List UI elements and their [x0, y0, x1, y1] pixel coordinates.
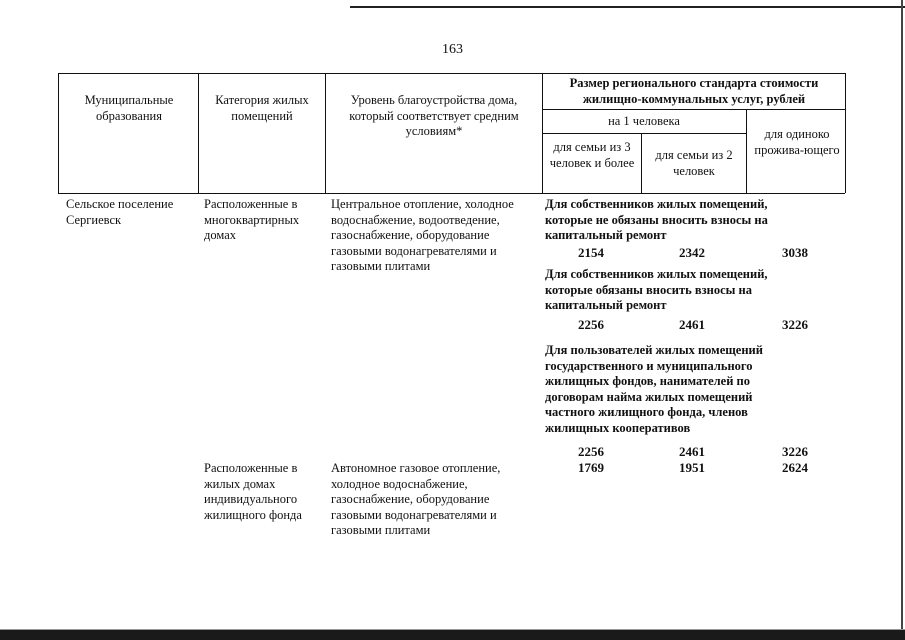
header-per-person: на 1 человека: [608, 114, 680, 128]
row2-category: Расположенные в жилых домах индивидуального жилищного фонда: [204, 461, 302, 522]
col-divider-2: [325, 73, 326, 193]
header-divider-per-person: [542, 133, 746, 134]
row1-group3-value-single: 3226: [782, 444, 808, 459]
row1-group2-value-family3: 2256: [578, 317, 604, 332]
table-right-border: [845, 73, 846, 193]
table-left-border: [58, 73, 59, 193]
col-divider-5: [746, 109, 747, 193]
col-divider-3: [542, 73, 543, 193]
page-number: 163: [442, 42, 463, 57]
row2-value-family3: 1769: [578, 460, 604, 475]
row2-amenity: Автономное газовое отопление, холодное водоснабжение, газоснабжение, оборудование газовыми водонагревателями и газовыми плитами: [331, 461, 501, 537]
top-rule: [350, 6, 905, 8]
row1-group2-value-single: 3226: [782, 317, 808, 332]
row1-group1-value-single: 3038: [782, 245, 808, 260]
row1-group3-value-family3: 2256: [578, 444, 604, 459]
row2-value-family2: 1951: [679, 460, 705, 475]
header-divider-standard: [542, 109, 845, 110]
row1-group1-label: Для собственников жилых помещений, которые не обязаны вносить взносы на капитальный ремонт: [545, 197, 768, 242]
row1-group1-value-family2: 2342: [679, 245, 705, 260]
col-divider-4: [641, 133, 642, 193]
header-amenity: Уровень благоустройства дома, который соответствует средним условиям*: [349, 93, 519, 138]
row2-value-single: 2624: [782, 460, 808, 475]
row1-group3-label: Для пользователей жилых помещений государственного и муниципального жилищных фондов, нанимателей по договорам найма жилых помещений частного жилищного фонда, членов жилищных кооперативов: [545, 343, 763, 435]
row1-group1-value-family3: 2154: [578, 245, 604, 260]
row1-group3-value-family2: 2461: [679, 444, 705, 459]
table-top-border: [58, 73, 845, 74]
row1-amenity: Центральное отопление, холодное водоснабжение, водоотведение, газоснабжение, оборудование газовыми водонагревателями и газовыми плитами: [331, 197, 514, 273]
header-family2: для семьи из 2 человек: [655, 148, 733, 178]
row1-municipality: Сельское поселение Сергиевск: [66, 197, 174, 227]
header-family3: для семьи из 3 человек и более: [549, 140, 635, 170]
table-header-bottom-border: [58, 193, 845, 194]
row1-category: Расположенные в многоквартирных домах: [204, 197, 300, 242]
scan-bottom-band: [0, 630, 905, 640]
header-standard: Размер регионального стандарта стоимости жилищно-коммунальных услуг, рублей: [569, 76, 819, 106]
header-category: Категория жилых помещений: [215, 93, 309, 123]
header-municipality: Муниципальные образования: [84, 93, 174, 123]
col-divider-1: [198, 73, 199, 193]
page-edge: [901, 0, 903, 640]
header-single: для одиноко прожива-ющего: [754, 127, 840, 157]
row1-group2-label: Для собственников жилых помещений, которые обязаны вносить взносы на капитальный ремонт: [545, 267, 768, 312]
row1-group2-value-family2: 2461: [679, 317, 705, 332]
